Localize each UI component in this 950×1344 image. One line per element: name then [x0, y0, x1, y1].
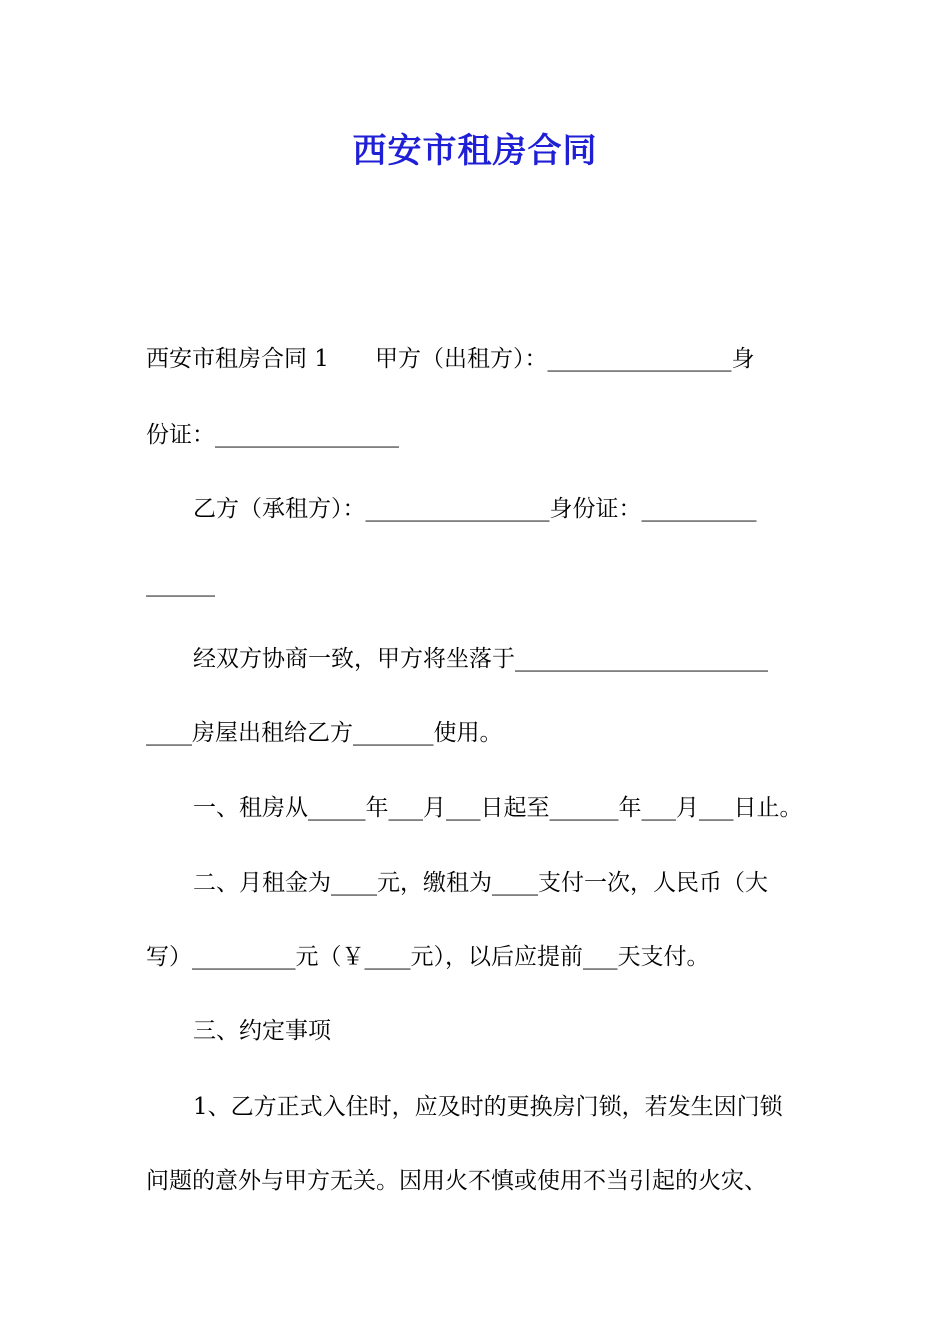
- document-title: 西安市租房合同: [352, 131, 598, 171]
- text-line-clause-one-cont: 问题的意外与甲方无关。因用火不慎或使用不当引起的火灾、: [146, 1168, 767, 1194]
- text-line-location: 经双方协商一致，甲方将坐落于______________________: [193, 646, 768, 672]
- text-line-rent: 二、月租金为____元，缴租为____支付一次，人民币（大: [193, 870, 768, 896]
- text-line-location-cont: ____房屋出租给乙方_______使用。: [146, 720, 503, 746]
- text-line-party-b: 乙方（承租方）：________________身份证：__________: [193, 496, 757, 522]
- text-line-party-a: 西安市租房合同 1 甲方（出租方）：________________身: [146, 346, 755, 372]
- text-line-party-a-id: 份证：________________: [146, 422, 399, 448]
- text-line-clause-one: 1、乙方正式入住时，应及时的更换房门锁，若发生因门锁: [193, 1094, 783, 1120]
- text-line-section-three: 三、约定事项: [193, 1018, 331, 1044]
- text-line-party-b-id-cont: ______: [146, 571, 215, 597]
- text-line-rent-cont: 写）_________元（￥____元），以后应提前___天支付。: [146, 944, 710, 970]
- text-line-lease-period: 一、租房从_____年___月___日起至______年___月___日止。: [193, 795, 803, 821]
